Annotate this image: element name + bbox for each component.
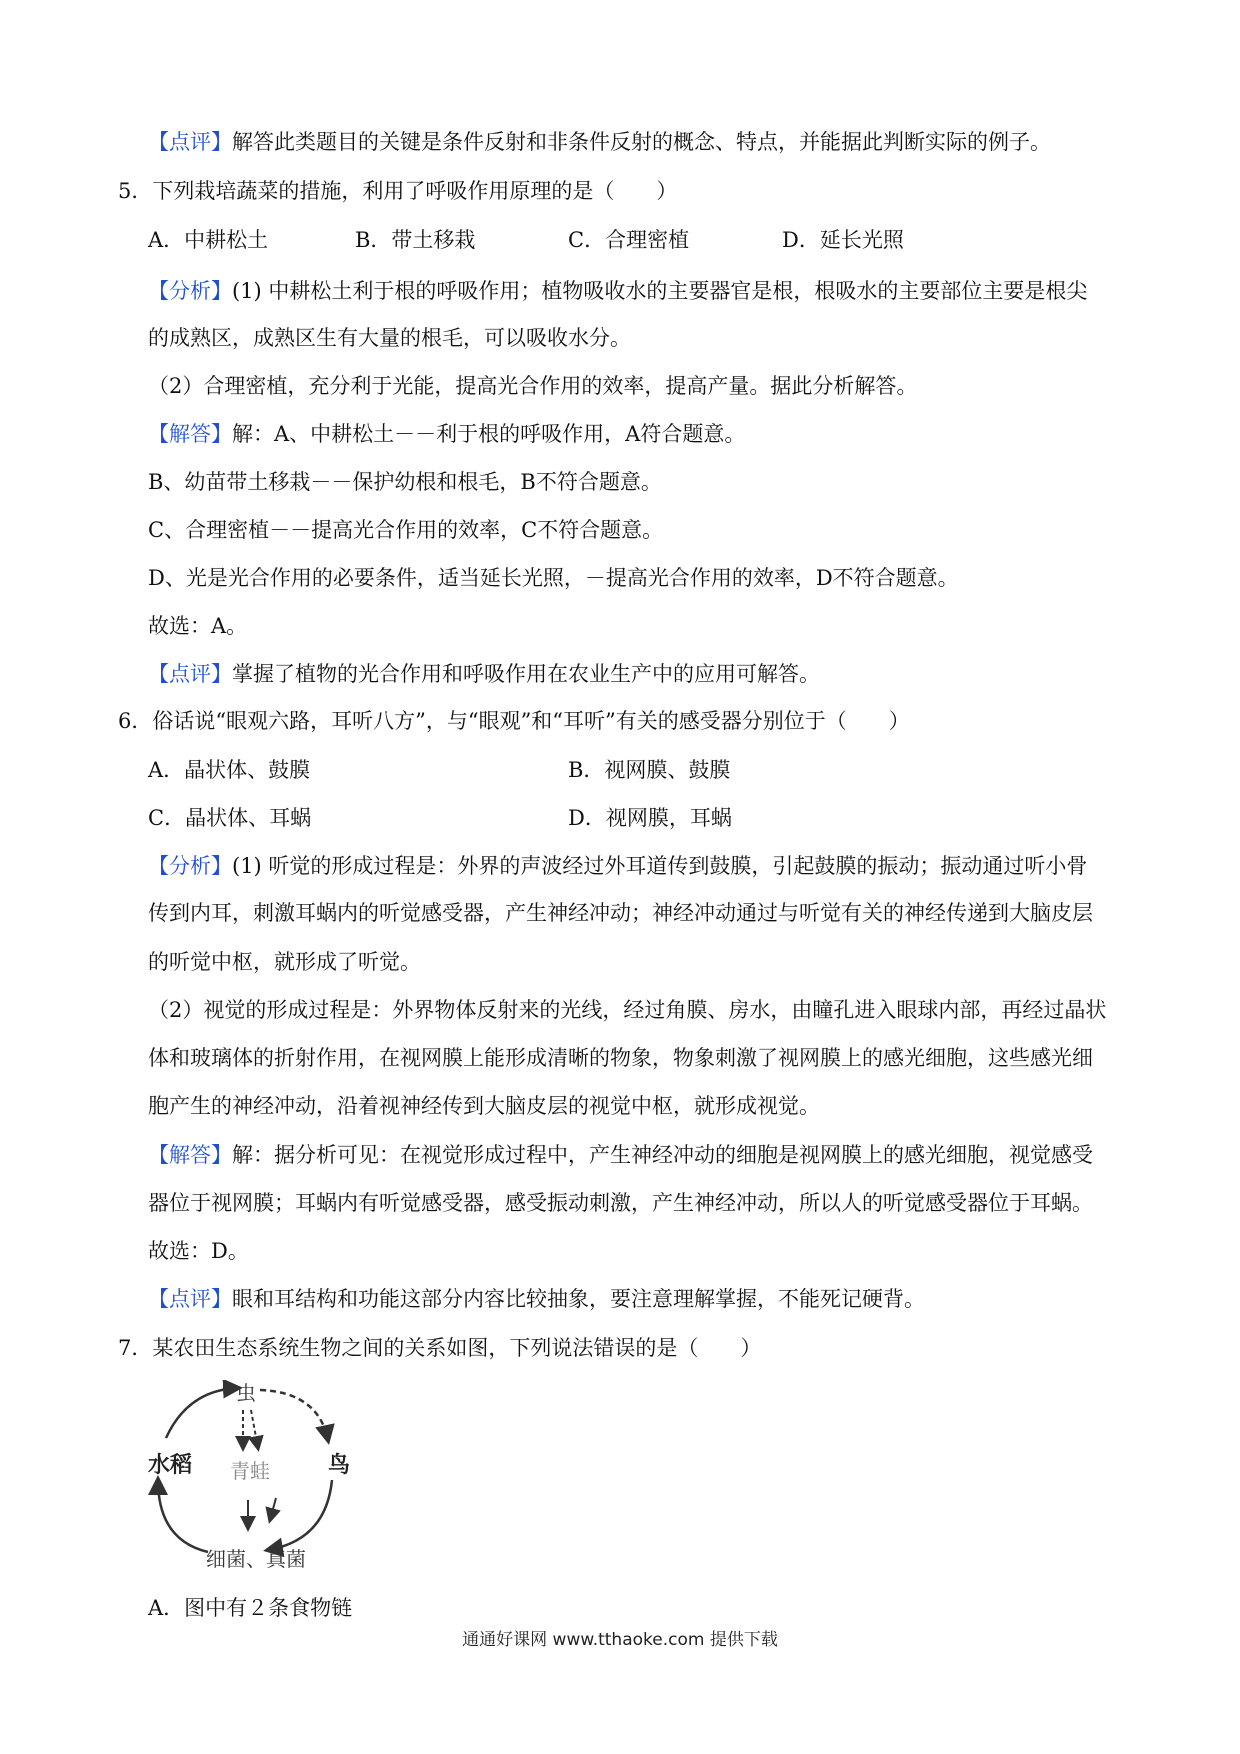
line-text: 器位于视网膜；耳蜗内有听觉感受器，感受振动刺激，产生神经冲动，所以人的听觉感受器位于耳蜗。 [148,1191,1093,1215]
line-text: 故选：A。 [148,614,248,638]
label-frog: 青蛙 [230,1459,270,1483]
line-text: 的听觉中枢，就形成了听觉。 [148,950,421,974]
line-text: 体和玻璃体的折射作用，在视网膜上能形成清晰的物象，物象刺激了视网膜上的感光细胞，这些感光细 [148,1046,1093,1070]
text-line [148,1091,820,1121]
page-footer: 通通好课网 www.tthaoke.com 提供下载 [462,1630,778,1650]
after-diagram-option: A．图中有２条食物链 [148,1596,353,1620]
section-tag: 【解答】 [148,422,232,446]
text-line [148,371,917,401]
line-text: 掌握了植物的光合作用和呼吸作用在农业生产中的应用可解答。 [232,662,820,686]
answer-option: A．中耕松土 [148,228,269,252]
arrow-bird-to-decomposers [268,1480,332,1550]
arrow-rice-to-insect [166,1388,238,1438]
line-text: （2）视觉的形成过程是：外界物体反射来的光线，经过角膜、房水，由瞳孔进入眼球内部，再经过晶状 [148,998,1107,1022]
label-insect: 虫 [236,1381,256,1405]
line-text: 的成熟区，成熟区生有大量的根毛，可以吸收水分。 [148,326,631,350]
line-text: 解答此类题目的关键是条件反射和非条件反射的概念、特点，并能据此判断实际的例子。 [232,130,1051,154]
line-text: D、光是光合作用的必要条件，适当延长光照，－提高光合作用的效率，D不符合题意。 [148,566,959,590]
line-text: C、合理密植－－提高光合作用的效率，C不符合题意。 [148,518,664,542]
section-tag: 【分析】 [148,279,232,303]
text-line [148,1140,1093,1170]
text-line [148,323,631,353]
line-text: （2）合理密植，充分利于光能，提高光合作用的效率，提高产量。据此分析解答。 [148,374,918,398]
answer-option: B．带土移栽 [355,228,476,252]
section-tag: 【点评】 [148,1287,232,1311]
text-line [148,467,662,497]
text-line [148,276,1087,306]
arrow-insect-to-frog-2 [251,1410,258,1448]
line-text: (1) 听觉的形成过程是：外界的声波经过外耳道传到鼓膜，引起鼓膜的振动；振动通过听小骨 [232,854,1088,878]
text-line [148,1188,1093,1218]
text-line [148,995,1106,1025]
line-text: 解：据分析可见：在视觉形成过程中，产生神经冲动的细胞是视网膜上的感光细胞，视觉感受 [232,1143,1093,1167]
line-text: 6．俗话说“眼观六路，耳听八方”，与“眼观”和“耳听”有关的感受器分别位于（ ） [118,709,910,733]
line-text: 故选：D。 [148,1239,249,1263]
answer-option: C．合理密植 [568,228,690,252]
line-text: B、幼苗带土移栽－－保护幼根和根毛，B不符合题意。 [148,470,662,494]
text-line [148,947,421,977]
section-tag: 【解答】 [148,1143,232,1167]
section-tag: 【点评】 [148,130,232,154]
arrow-frog-to-decomposers-2 [270,1498,276,1520]
text-line [148,127,1051,157]
text-line [148,1236,249,1266]
text-line [148,563,959,593]
line-text: 眼和耳结构和功能这部分内容比较抽象，要注意理解掌握，不能死记硬背。 [232,1287,925,1311]
text-line [118,706,910,736]
answer-option: C．晶状体、耳蜗 [148,806,312,830]
answer-option: D．视网膜，耳蜗 [568,806,732,830]
label-decomposers: 细菌、真菌 [206,1547,306,1570]
section-tag: 【点评】 [148,662,232,686]
text-line [148,515,663,545]
arrow-decomposers-to-rice [158,1480,208,1552]
text-line [118,1333,761,1363]
line-text: 5．下列栽培蔬菜的措施，利用了呼吸作用原理的是（ ） [118,179,678,203]
answer-option: D．延长光照 [782,228,904,252]
line-text: 解：A、中耕松土－－利于根的呼吸作用，A符合题意。 [232,422,746,446]
answer-option: A．晶状体、鼓膜 [148,758,311,782]
label-rice: 水稻 [148,1452,193,1478]
text-line [118,176,677,206]
answer-option: B．视网膜、鼓膜 [568,758,731,782]
text-line [148,1284,925,1314]
text-line [148,1043,1093,1073]
text-line [148,611,247,641]
text-line [148,898,1093,928]
text-line [148,851,1087,881]
line-text: 7．某农田生态系统生物之间的关系如图，下列说法错误的是（ ） [118,1336,762,1360]
line-text: 传到内耳，刺激耳蜗内的听觉感受器，产生神经冲动；神经冲动通过与听觉有关的神经传递到大脑皮层 [148,901,1093,925]
line-text: (1) 中耕松土利于根的呼吸作用；植物吸收水的主要器官是根，根吸水的主要部位主要是根尖 [232,279,1088,303]
label-bird: 鸟 [328,1452,351,1478]
text-line [148,419,745,449]
ecosystem-diagram [148,1380,368,1570]
arrow-insect-to-bird [260,1390,328,1440]
line-text: 胞产生的神经冲动，沿着视神经传到大脑皮层的视觉中枢，就形成视觉。 [148,1094,820,1118]
section-tag: 【分析】 [148,854,232,878]
text-line [148,659,820,689]
